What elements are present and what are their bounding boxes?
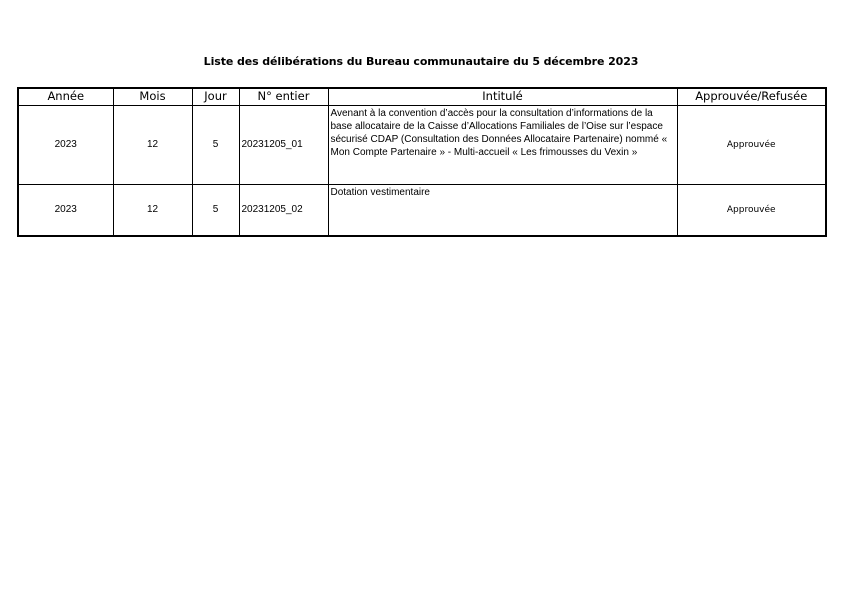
cell-intitule: Avenant à la convention d’accès pour la consultation d’informations de la base allocataire de la Caisse d’Allocations Familiales de l’Oise sur l’espace sécurisé CDAP (Consultation des Données Allocataire Partenaire) nommé « Mon Compte Partenaire » - Multi-accueil « Les frimousses du Vexin » — [328, 105, 677, 184]
cell-annee: 2023 — [18, 184, 113, 236]
cell-statut: Approuvée — [677, 105, 826, 184]
cell-numero: 20231205_01 — [239, 105, 328, 184]
table-header-row — [18, 88, 826, 105]
header-intitule: Intitulé — [328, 88, 677, 105]
table-row — [18, 184, 826, 236]
cell-jour: 5 — [192, 184, 239, 236]
cell-statut: Approuvée — [677, 184, 826, 236]
cell-intitule: Dotation vestimentaire — [328, 184, 677, 236]
header-jour: Jour — [192, 88, 239, 105]
cell-mois: 12 — [113, 105, 192, 184]
deliberations-table — [17, 87, 827, 237]
cell-annee: 2023 — [18, 105, 113, 184]
header-statut: Approuvée/Refusée — [677, 88, 826, 105]
cell-jour: 5 — [192, 105, 239, 184]
header-mois: Mois — [113, 88, 192, 105]
cell-numero: 20231205_02 — [239, 184, 328, 236]
table-row — [18, 105, 826, 184]
header-numero: N° entier — [239, 88, 328, 105]
cell-mois: 12 — [113, 184, 192, 236]
header-annee: Année — [18, 88, 113, 105]
page-title: Liste des délibérations du Bureau communautaire du 5 décembre 2023 — [203, 55, 639, 68]
